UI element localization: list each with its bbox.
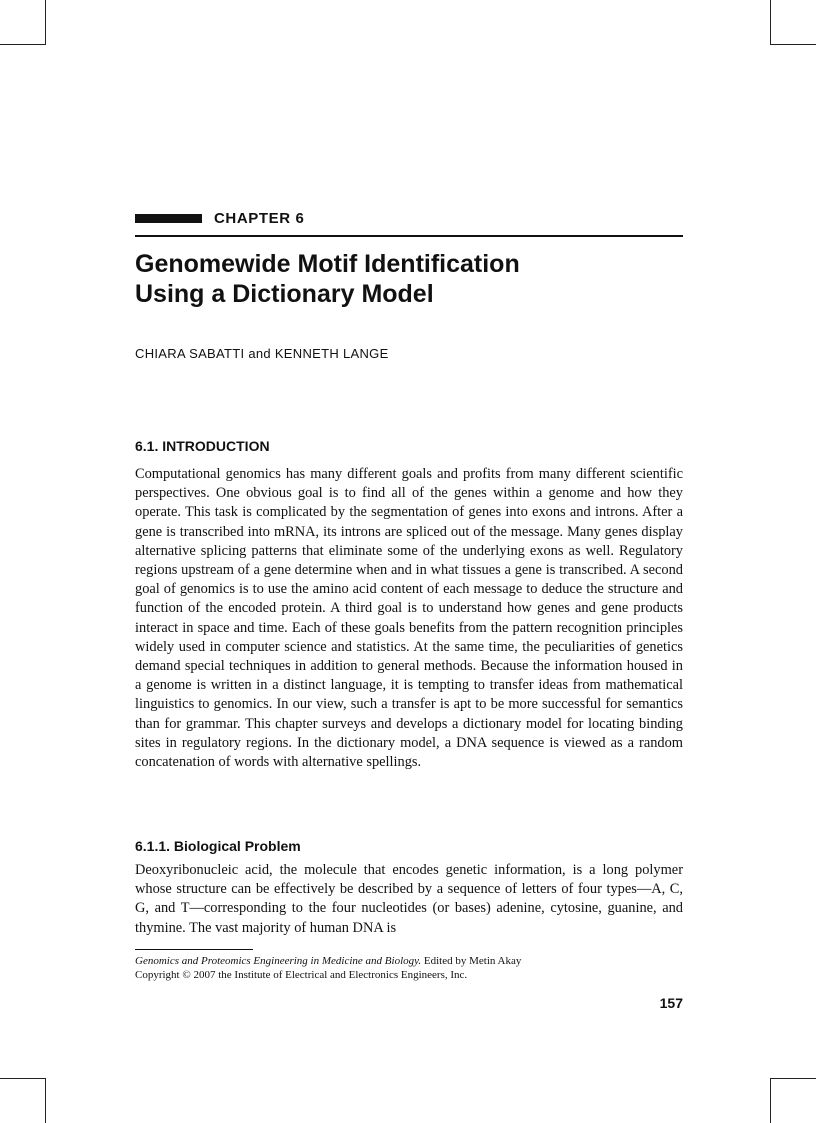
authors: CHIARA SABATTI and KENNETH LANGE [135,346,389,361]
chapter-title [135,249,683,309]
footnote-rule [135,949,253,950]
book-title: Genomics and Proteomics Engineering in Medicine and Biology. [135,955,422,967]
chapter-title-line-1: Genomewide Motif Identification [135,250,520,278]
crop-mark [0,44,45,45]
crop-mark [770,0,771,45]
subsection-paragraph: Deoxyribonucleic acid, the molecule that encodes genetic information, is a long polymer whose structure can be effectively be described by a sequence of letters of four types—A, C, G, and T—corresponding to the four nucleotides (or bases) adenine, cytosine, guanine, and thymine. The vast majority of human DNA is [135,862,683,936]
subsection-heading: 6.1.1. Biological Problem [135,838,301,854]
chapter-rule [135,235,683,237]
crop-mark [45,0,46,45]
page-number: 157 [659,995,683,1011]
copyright-line: Copyright © 2007 the Institute of Electrical and Electronics Engineers, Inc. [135,969,468,981]
chapter-title-line-2: Using a Dictionary Model [135,280,434,308]
chapter-bar [135,214,202,223]
book-editor: Edited by Metin Akay [421,955,522,967]
chapter-header [135,210,683,230]
section-heading: 6.1. INTRODUCTION [135,438,270,454]
chapter-label: CHAPTER 6 [214,210,305,227]
footnote-line-1 [135,954,683,968]
crop-mark [0,1078,45,1079]
crop-mark [770,1078,771,1123]
section-paragraph: Computational genomics has many different goals and profits from many different scientific perspectives. One obvious goal is to find all of the genes within a genome and how they operate. This task is complicated by the segmentation of genes into exons and introns. After a gene is transcribed into mRNA, its introns are spliced out of the message. Many genes display alternative splicing patterns that eliminate some of the underlying exons as well. Regulatory regions upstream of a gene determine when and in what tissues a gene is transcribed. A second goal of genomics is to use the amino acid content of each message to deduce the structure and function of the encoded protein. A third goal is to understand how genes and gene products interact in space and time. Each of these goals benefits from the pattern recognition principles widely used in computer science and statistics. At the same time, the peculiarities of genetics demand special techniques in addition to general methods. Because the information housed in a genome is written in a distinct language, it is tempting to transfer ideas from mathematical linguistics to genomics. In our view, such a transfer is apt to be more successful for semantics than for grammar. This chapter surveys and develops a dictionary model for locating binding sites in regulatory regions. In the dictionary model, a DNA sequence is viewed as a random concatenation of words with alternative spellings. [135,466,683,771]
crop-mark [771,44,816,45]
crop-mark [45,1078,46,1123]
footnote [135,954,683,982]
crop-mark [771,1078,816,1079]
